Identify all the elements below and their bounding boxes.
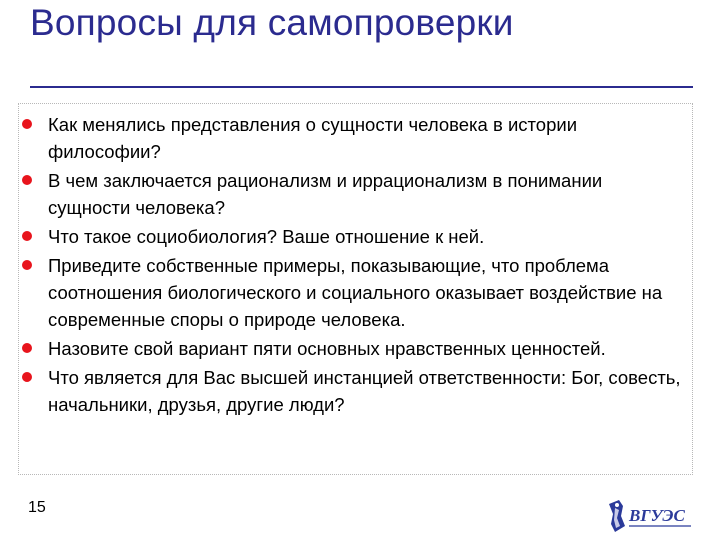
logo-wordmark: ВГУЭС <box>629 506 685 525</box>
bullet-text: Что такое социобиология? Ваше отношение к ней. <box>48 226 485 247</box>
red-bullet-icon <box>22 260 32 270</box>
red-bullet-icon <box>22 343 32 353</box>
bullet-item <box>22 223 682 250</box>
page-number: 15 <box>28 499 46 516</box>
red-bullet-icon <box>22 119 32 129</box>
bullet-text: Как менялись представления о сущности человека в истории философии? <box>48 114 578 162</box>
red-bullet-icon <box>22 175 32 185</box>
bullet-item <box>22 364 682 418</box>
bullet-text: В чем заключается рационализм и иррационализм в понимании сущности человека? <box>48 170 603 218</box>
bullet-text: Что является для Вас высшей инстанцией ответственности: Бог, совесть, начальники, друзья, другие люди? <box>48 367 681 415</box>
red-bullet-icon <box>22 372 32 382</box>
bullet-item <box>22 111 682 165</box>
bullet-item <box>22 252 682 333</box>
red-bullet-icon <box>22 231 32 241</box>
bullet-list <box>22 111 682 420</box>
bullet-item <box>22 167 682 221</box>
title-divider <box>30 86 693 88</box>
bullet-text: Приведите собственные примеры, показывающие, что проблема соотношения биологического и социального оказывает воздействие на современные споры о природе человека. <box>48 255 663 330</box>
bullet-text: Назовите свой вариант пяти основных нравственных ценностей. <box>48 338 606 359</box>
university-logo <box>607 498 693 534</box>
slide-title: Вопросы для самопроверки <box>30 2 514 43</box>
bullet-item <box>22 335 682 362</box>
